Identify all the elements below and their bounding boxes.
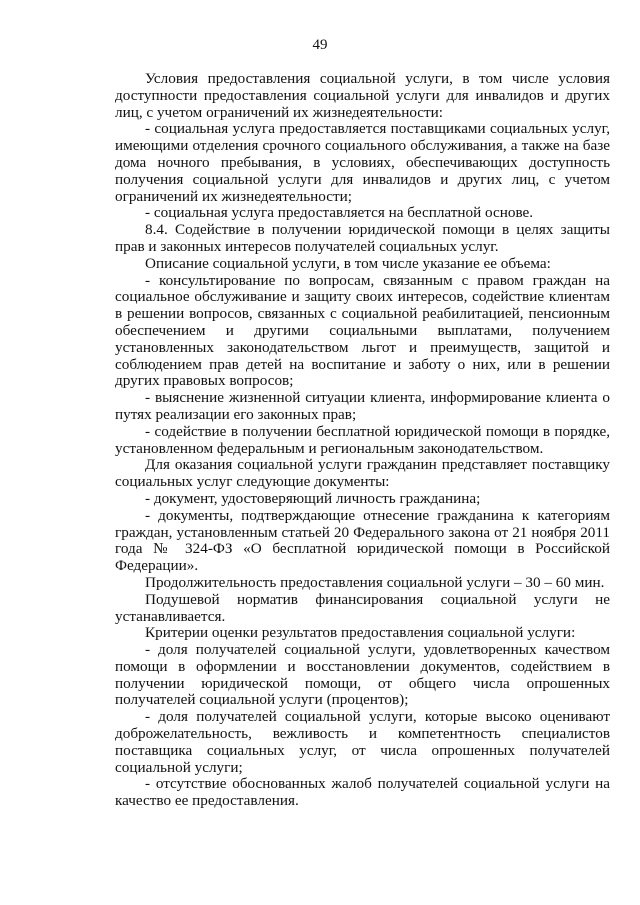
document-body xyxy=(115,71,610,810)
paragraph-duration: Продолжительность предоставления социальной услуги – 30 – 60 мин. xyxy=(145,573,605,591)
paragraph-free-basis: - социальная услуга предоставляется на бесплатной основе. xyxy=(145,204,534,222)
paragraph-legal-aid-assistance: - содействие в получении бесплатной юридической помощи в порядке, установленном федеральным и региональным законодательством. xyxy=(115,422,610,457)
section-heading-8-4: 8.4. Содействие в получении юридической помощи в целях защиты прав и законных интересов получателей социальных услуг. xyxy=(115,221,610,255)
paragraph-consulting: - консультирование по вопросам, связанным с правом граждан на социальное обслуживание и защиту своих интересов, содействие клиентам в решении вопросов, связанных с социальной реабилитацией, пенсионным обеспечением и другими социальными выплатами, получением установленных законодательством льгот и преимуществ, защитой и соблюдением прав детей на воспитание и заботу о них, или в решении других правовых вопросов; xyxy=(115,271,610,390)
paragraph-criteria-heading: Критерии оценки результатов предоставления социальной услуги: xyxy=(145,624,576,642)
paragraph-documents-heading: Для оказания социальной услуги гражданин представляет поставщику социальных услуг следующие документы: xyxy=(115,456,610,491)
paragraph-description-heading: Описание социальной услуги, в том числе указание ее объема: xyxy=(145,254,551,272)
page-number: 49 xyxy=(312,37,328,53)
paragraph-conditions-providers: - социальная услуга предоставляется поставщиками социальных услуг, имеющими отделения срочного социального обслуживания, а также на базе дома ночного пребывания, в условиях, обеспечивающих доступность получения социальной услуги для инвалидов и других лиц, с учетом ограничений их жизнедеятельности; xyxy=(115,120,610,205)
paragraph-financing-norm: Подушевой норматив финансирования социальной услуги не устанавливается. xyxy=(115,590,610,625)
paragraph-category-documents: - документы, подтверждающие отнесение гражданина к категориям граждан, установленным статьей 20 Федерального закона от 21 ноября 2011 года № 324-ФЗ «О бесплатной юридической помощи в Российской Федерации». xyxy=(115,506,610,575)
paragraph-identity-document: - документ, удостоверяющий личность гражданина; xyxy=(145,489,481,507)
paragraph-clarification: - выяснение жизненной ситуации клиента, информирование клиента о путях реализации его законных прав; xyxy=(115,389,610,423)
paragraph-conditions-heading: Условия предоставления социальной услуги, в том числе условия доступности предоставления социальной услуги для инвалидов и других лиц, с учетом ограничений их жизнедеятельности: xyxy=(115,70,610,121)
paragraph-criterion-rating: - доля получателей социальной услуги, которые высоко оценивают доброжелательность, вежливость и компетентность специалистов поставщика социальных услуг, от числа опрошенных получателей социальной услуги; xyxy=(115,708,610,776)
paragraph-criterion-complaints: - отсутствие обоснованных жалоб получателей социальной услуги на качество ее предоставления. xyxy=(115,775,610,810)
paragraph-criterion-satisfied: - доля получателей социальной услуги, удовлетворенных качеством помощи в оформлении и восстановлении документов, содействием в получении юридической помощи, от общего числа опрошенных получателей социальной услуги (процентов); xyxy=(115,641,610,709)
